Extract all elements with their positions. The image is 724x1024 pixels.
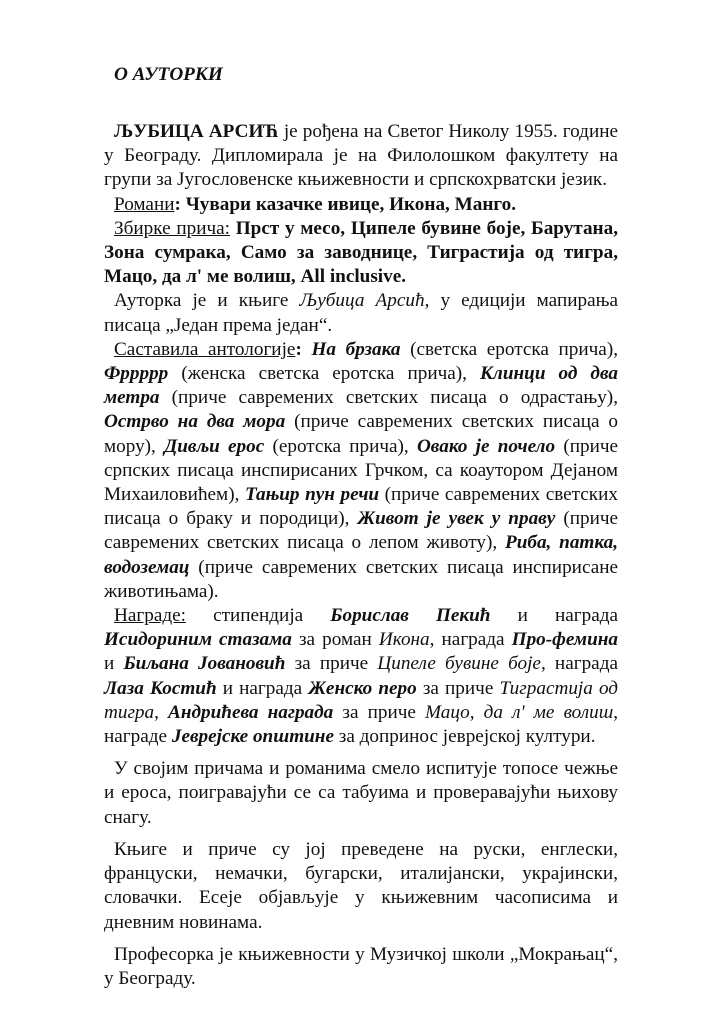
awards-text: за роман <box>291 629 379 651</box>
anthology-desc: (приче српских писаца инспирисаних Грчком, са коаутором Дејаном Михаиловићем), <box>104 435 619 506</box>
paragraph-novels <box>104 193 618 217</box>
awards-text: и награда <box>216 677 309 699</box>
paragraph-edition <box>104 289 618 337</box>
biography-text: је рођена на Светог Николу 1955. године у Београду. Дипломирала је на Филолошком факултету на групи за Југословенске књижевности и српскохрватски језик. <box>104 121 618 191</box>
awards-text: за приче <box>333 701 426 723</box>
awards-text: и <box>104 653 124 675</box>
edition-text-c: , у едицији мапирања писаца „Један према један“. <box>104 290 618 336</box>
awards-text: за приче <box>416 677 500 699</box>
award-name: Борислав Пекић <box>330 605 491 627</box>
work-title: Икона <box>378 629 430 651</box>
paragraph-themes: У својим причама и романима смело испитује топосе чежње и ероса, поигравајући се са табуима и проверавајући њихову снагу. <box>104 758 618 828</box>
awards-text: за допринос јеврејској култури. <box>333 726 596 748</box>
anthology-desc: (светска еротска прича), <box>400 338 619 360</box>
anthology-desc: (приче савремених светских писаца о одрастању), <box>159 387 618 409</box>
anthology-title: Овако је почело <box>416 435 556 457</box>
paragraph-biography <box>104 120 618 193</box>
work-title: Мацо, да л' ме волиш <box>425 701 614 723</box>
anthology-desc: (еротска прича), <box>264 435 417 457</box>
document-body <box>104 120 618 991</box>
work-title: Ципеле бувине боје <box>377 653 541 675</box>
anthologies-colon: : <box>295 338 312 360</box>
author-name: ЉУБИЦА АРСИЋ <box>114 121 279 142</box>
work-title: Тиграстија од тигра <box>104 677 619 723</box>
novels-list: Чувари казачке ивице, Икона, Манго. <box>185 193 517 215</box>
anthology-title: Фррррр <box>104 363 169 385</box>
anthology-title: На брзака <box>311 338 401 360</box>
awards-text: , <box>154 701 169 723</box>
awards-text: и награда <box>490 605 619 627</box>
novels-colon: : <box>174 193 186 215</box>
paragraph-profession: Професорка је књижевности у Музичкој школи „Мокрањац“, у Београду. <box>104 943 618 989</box>
award-name: Про-фемина <box>511 629 618 651</box>
paragraph-translations: Књиге и приче су јој преведене на руски, енглески, француски, немачки, бугарски, италијански, украјински, словачки. Есеје објављује у књижевним часописима и дневним новинама. <box>104 838 618 933</box>
awards-label: Награде: <box>114 605 186 627</box>
anthology-title: Дивљи ерос <box>164 435 265 457</box>
anthology-desc: (приче савремених светских писаца инспирисане животињама). <box>104 556 618 602</box>
paragraph-anthologies <box>104 338 618 604</box>
awards-text: , награда <box>540 653 618 675</box>
anthology-title: Риба, патка, водоземац <box>104 532 618 578</box>
award-name: Андрићева награда <box>168 701 334 723</box>
edition-text-a: Ауторка је и књиге <box>114 290 300 312</box>
award-name: Јеврејске општине <box>171 726 334 748</box>
anthology-title: Живот је увек у праву <box>357 508 556 530</box>
edition-book-title: Љубица Арсић <box>299 290 425 312</box>
paragraph-awards <box>104 604 618 749</box>
collections-list: Прст у месо, Ципеле бувине боје, Барутана, Зона сумрака, Само за заводнице, Тиграстија од тигра, Мацо, да л' ме волиш, All inclusive. <box>104 217 618 288</box>
awards-text: за приче <box>285 653 378 675</box>
paragraph-story-collections <box>104 217 618 290</box>
anthology-desc: (женска светска еротска прича), <box>168 363 480 385</box>
award-name: Биљана Јовановић <box>123 653 286 675</box>
anthology-desc: (приче савремених светских писаца о лепом животу), <box>104 508 619 554</box>
award-name: Женско перо <box>308 677 417 699</box>
anthologies-label: Саставила антологије <box>114 338 296 360</box>
anthology-title: Тањир пун речи <box>244 484 380 506</box>
awards-text: стипендија <box>185 605 331 627</box>
award-name: Исидориним стазама <box>104 629 292 651</box>
awards-text: , награда <box>429 629 512 651</box>
anthology-title: Клинци од два метра <box>104 363 618 409</box>
anthology-desc: (приче савремених светских писаца о браку и породици), <box>104 484 618 530</box>
page-title: О АУТОРКИ <box>114 64 223 85</box>
novels-label: Романи <box>114 193 175 215</box>
collections-label: Збирке прича: <box>114 217 230 239</box>
award-name: Лаза Костић <box>104 677 217 699</box>
awards-text: , награде <box>104 701 618 748</box>
anthology-title: Острво на два мора <box>104 411 286 433</box>
anthology-desc: (приче савремених светских писаца о мору), <box>104 411 618 457</box>
